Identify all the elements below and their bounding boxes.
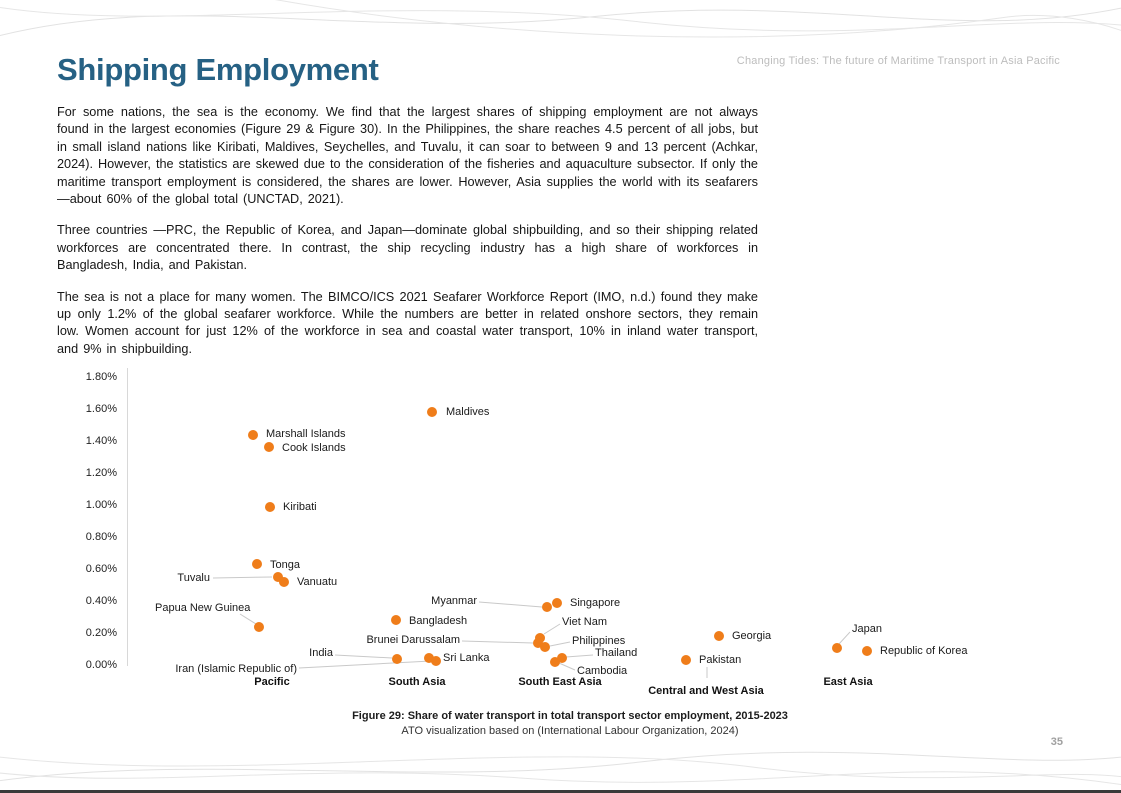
point-label-papua-new-guinea: Papua New Guinea bbox=[155, 602, 251, 614]
point-label-brunei-darussalam: Brunei Darussalam bbox=[366, 634, 460, 646]
y-axis-tick: 1.20% bbox=[85, 467, 117, 479]
leader-line bbox=[299, 661, 431, 668]
leader-line bbox=[479, 602, 542, 607]
leader-line bbox=[544, 624, 560, 634]
point-label-pakistan: Pakistan bbox=[699, 654, 742, 666]
y-axis-tick: 1.40% bbox=[85, 435, 117, 447]
point-label-cook-islands: Cook Islands bbox=[282, 442, 346, 454]
point-label-kiribati: Kiribati bbox=[283, 501, 317, 513]
point-label-thailand: Thailand bbox=[595, 647, 638, 659]
data-point-cook-islands bbox=[264, 442, 274, 452]
data-point-pakistan bbox=[681, 655, 691, 665]
leader-line bbox=[550, 642, 570, 646]
data-point-republic-of-korea bbox=[862, 646, 872, 656]
data-point-singapore bbox=[552, 598, 562, 608]
y-axis-tick: 1.80% bbox=[85, 371, 117, 383]
data-point-philippines bbox=[540, 642, 550, 652]
region-label-south-asia: South Asia bbox=[388, 676, 446, 688]
figure-caption-source: ATO visualization based on (International Labour Organization, 2024) bbox=[401, 725, 739, 737]
y-axis-line bbox=[127, 368, 128, 666]
point-label-viet-nam: Viet Nam bbox=[562, 616, 608, 628]
data-point-cambodia bbox=[550, 657, 560, 667]
y-axis-tick: 0.20% bbox=[85, 627, 117, 639]
data-point-vanuatu bbox=[279, 577, 289, 587]
leader-line bbox=[559, 663, 575, 670]
paragraph-1: For some nations, the sea is the economy. We find that the largest shares of shipping employment are not always found in the largest economies (Figure 29 & Figure 30). In the Philippines, the share reaches 4.5 percent of all jobs, but in small island nations like Kiribati, Maldives, Seychelles, and Tuvalu, it can soar to between 9 and 13 percent (Achkar, 2024). However, the statistics are skewed due to the consideration of the fisheries and aquaculture subsector. If only the maritime transport employment is considered, the shares are lower. However, Asia supplies the world with its seafarers—about 60% of the global total (UNCTAD, 2021). bbox=[57, 105, 758, 207]
figure-caption bbox=[20, 710, 1120, 737]
region-label-central-and-west-asia: Central and West Asia bbox=[648, 685, 764, 697]
point-label-maldives: Maldives bbox=[446, 406, 490, 418]
point-label-vanuatu: Vanuatu bbox=[297, 576, 338, 588]
data-point-georgia bbox=[714, 631, 724, 641]
data-point-myanmar bbox=[542, 602, 552, 612]
data-point-india bbox=[392, 654, 402, 664]
point-label-iran-islamic-republic-of: Iran (Islamic Republic of) bbox=[175, 663, 297, 675]
point-label-marshall-islands: Marshall Islands bbox=[266, 428, 346, 440]
point-label-japan: Japan bbox=[852, 623, 882, 635]
paragraph-3: The sea is not a place for many women. The BIMCO/ICS 2021 Seafarer Workforce Report (IMO, n.d.) found they make up only 1.2% of the global seafarer workforce. While the numbers are better in related onshore sectors, they remain low. Women account for just 12% of the workforce in sea and coastal water transport, 10% in inland water transport, and 9% in shipbuilding. bbox=[57, 289, 758, 356]
point-label-republic-of-korea: Republic of Korea bbox=[880, 645, 968, 657]
point-label-india: India bbox=[309, 647, 333, 659]
data-point-maldives bbox=[427, 407, 437, 417]
leader-line bbox=[240, 614, 256, 624]
paragraph-2: Three countries —PRC, the Republic of Korea, and Japan—dominate global shipbuilding, and so their shipping related workforces are concentrated there. In contrast, the ship recycling industry has a high share of workforces in Bangladesh, India, and Pakistan. bbox=[57, 223, 758, 273]
y-axis-tick: 1.00% bbox=[85, 499, 117, 511]
point-label-georgia: Georgia bbox=[732, 630, 772, 642]
data-point-iran-islamic-republic-of bbox=[431, 656, 441, 666]
region-label-south-east-asia: South East Asia bbox=[518, 676, 602, 688]
page-number: 35 bbox=[1050, 736, 1063, 748]
point-label-sri-lanka: Sri Lanka bbox=[443, 652, 490, 664]
point-label-tuvalu: Tuvalu bbox=[177, 572, 210, 584]
data-point-marshall-islands bbox=[248, 430, 258, 440]
leader-line bbox=[839, 632, 850, 644]
point-label-myanmar: Myanmar bbox=[431, 595, 477, 607]
leader-line bbox=[566, 655, 593, 657]
region-label-east-asia: East Asia bbox=[823, 676, 873, 688]
data-point-japan bbox=[832, 643, 842, 653]
leader-line bbox=[462, 641, 533, 643]
point-label-singapore: Singapore bbox=[570, 597, 621, 609]
point-label-tonga: Tonga bbox=[270, 559, 300, 571]
page-title: Shipping Employment bbox=[57, 52, 379, 87]
point-label-bangladesh: Bangladesh bbox=[409, 615, 468, 627]
data-point-papua-new-guinea bbox=[254, 622, 264, 632]
y-axis-tick: 1.60% bbox=[85, 403, 117, 415]
running-header: Changing Tides: The future of Maritime Transport in Asia Pacific bbox=[736, 55, 1060, 67]
y-axis-tick: 0.60% bbox=[85, 563, 117, 575]
data-point-kiribati bbox=[265, 502, 275, 512]
y-axis-tick: 0.00% bbox=[85, 659, 117, 671]
leader-line bbox=[213, 577, 272, 578]
point-label-philippines: Philippines bbox=[572, 635, 626, 647]
figure-caption-title: Figure 29: Share of water transport in total transport sector employment, 2015-2023 bbox=[352, 710, 788, 722]
y-axis-tick: 0.80% bbox=[85, 531, 117, 543]
point-label-cambodia: Cambodia bbox=[577, 665, 628, 677]
region-label-pacific: Pacific bbox=[254, 676, 290, 688]
y-axis-tick: 0.40% bbox=[85, 595, 117, 607]
data-point-tonga bbox=[252, 559, 262, 569]
data-point-bangladesh bbox=[391, 615, 401, 625]
leader-line bbox=[335, 655, 392, 658]
